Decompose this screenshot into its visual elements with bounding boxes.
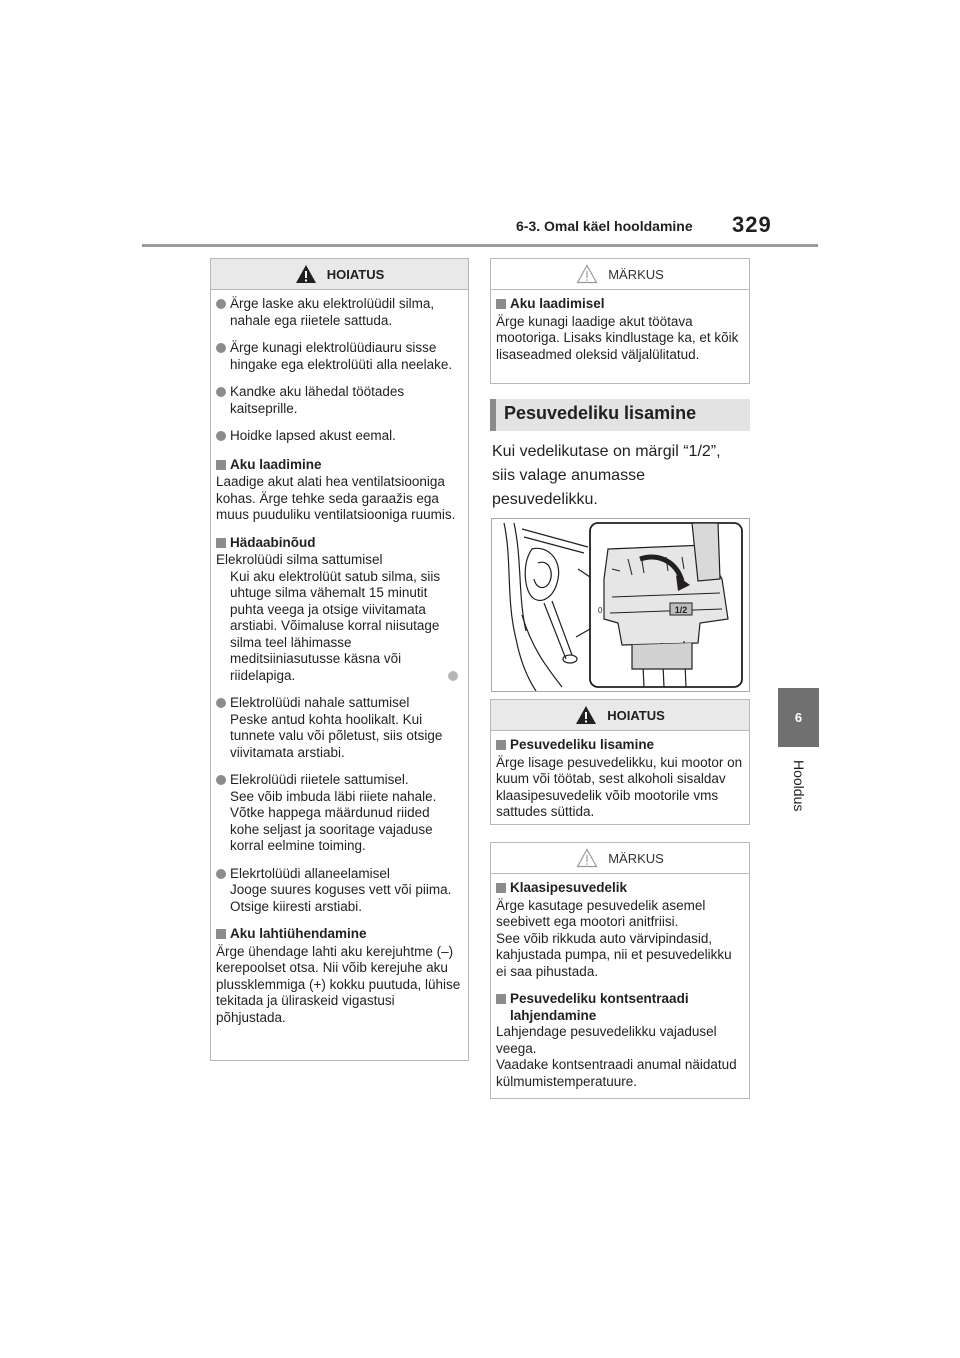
subsection-text: Laadige akut alati hea ventilatsiooniga kohas. Ärge tehke seda garaažis ega muus puuduliku ventilatsiooniga ruumis.: [216, 474, 456, 522]
warning-title: HOIATUS: [326, 266, 385, 282]
engine-bay-drawing: [492, 519, 749, 691]
bullet-text: Elekrtolüüdi allaneelamisel Jooge suures koguses vett või piima. Otsige kiiresti arstiabi.: [230, 865, 452, 914]
header-rule: [142, 244, 818, 247]
square-bullet-icon: [496, 994, 506, 1004]
subsection-text: Elekrolüüdi silma sattumisel: [216, 552, 383, 567]
subsection-text: Ärge lisage pesuvedelikku, kui mootor on kuum või töötab, sest alkoholi sisaldav klaasipesuvedelik võib mootorile vms sattudes süttida.: [496, 754, 743, 819]
bullet-item: [216, 428, 462, 446]
notice-triangle-icon: [576, 264, 598, 284]
subsection-title: Klaasipesuvedelik: [510, 880, 628, 895]
bullet-text: Ärge laske aku elektrolüüdil silma, nahale ega riietele sattuda.: [230, 296, 435, 328]
notice-title: MÄRKUS: [608, 850, 664, 866]
page-number: 329: [732, 212, 772, 237]
subsection-text: Ärge kunagi laadige akut töötava mootoriga. Lisaks kindlustage ka, et kõik lisaseadmed oleksid väljalülitatud.: [496, 313, 739, 362]
subsection-washer-fluid: [496, 880, 743, 980]
bullet-item: [216, 296, 462, 329]
subsection-disconnect: [216, 926, 462, 1026]
notice-box-charging: [490, 258, 750, 384]
section-heading-text: Pesuvedeliku lisamine: [504, 403, 697, 423]
subsection-concentrate: [496, 991, 743, 1090]
warning-box-washer: [490, 699, 750, 825]
subsection-text-indented: Kui aku elektrolüüt satub silma, siis uhtuge silma vähemalt 15 minutit puhta veega ja otsige viivitamata arstiabi. Võimaluse korral niisutage silma teel lähimasse meditsiiniasutusse käsna või riidelapiga.: [230, 568, 441, 683]
intro-paragraph: Kui vedelikutase on märgil “1/2”, siis valage anumasse pesuvedelikku.: [492, 443, 721, 508]
warning-box-header: [211, 259, 468, 290]
bullet-item: [216, 695, 462, 761]
subsection-text: Lahjendage pesuvedelikku vajadusel veega. Vaadake kontsentraadi anumal näidatud külmumistemperatuure.: [496, 1024, 737, 1089]
square-bullet-icon: [496, 299, 506, 309]
bullet-text: Hoidke lapsed akust eemal.: [230, 428, 396, 443]
bullet-text: Elektrolüüdi nahale sattumisel Peske antud kohta hoolikalt. Kui tunnete valu või põletust, siis otsige viivitamata arstiabi.: [230, 695, 443, 760]
square-bullet-icon: [216, 538, 226, 548]
bullet-item: [216, 772, 462, 855]
notice-box-header: [491, 259, 749, 290]
bullet-text: Ärge kunagi elektrolüüdiauru sisse hingake ega elektrolüüti alla neelake.: [230, 340, 453, 372]
continued-dot-icon: [448, 671, 458, 681]
chapter-label-text: Hooldus: [791, 760, 807, 812]
bullet-text: Kandke aku lähedal töötades kaitseprille.: [230, 384, 405, 416]
subsection-title: Aku laadimisel: [510, 296, 605, 311]
notice-title: MÄRKUS: [608, 266, 664, 282]
bullet-dot-icon: [216, 387, 226, 397]
warning-triangle-icon: [295, 264, 317, 284]
subsection-title: Pesuvedeliku kontsentraadi lahjendamine: [510, 991, 689, 1023]
chapter-tab: 6: [778, 688, 819, 747]
section-heading-bar: [490, 399, 496, 431]
bullet-dot-icon: [216, 869, 226, 879]
square-bullet-icon: [496, 740, 506, 750]
bullet-item: [216, 384, 462, 417]
subsection-text: Ärge kasutage pesuvedelik asemel seebivett ega mootori anitfriisi. See võib rikkuda auto värvipindasid, kahjustada pumpa, nii et pesuvedelikku ei saa pihustada.: [496, 897, 732, 979]
bullet-dot-icon: [216, 775, 226, 785]
subsection-emergency: [216, 535, 462, 685]
bullet-dot-icon: [216, 698, 226, 708]
square-bullet-icon: [216, 460, 226, 470]
subsection-title: Hädaabinõud: [230, 534, 316, 550]
bullet-dot-icon: [216, 299, 226, 309]
notice-box-washer-fluid: [490, 842, 750, 1099]
warning-box-header: [491, 700, 749, 731]
warning-box-battery: [210, 258, 469, 1061]
bullet-text: Elekrolüüdi riietele sattumisel. See võib imbuda läbi riiete nahale. Võtke happega määrdunud riided kohe seljast ja sooritage vajaduse korral eelmine toiming.: [230, 772, 437, 853]
bullet-item: [216, 340, 462, 373]
bullet-dot-icon: [216, 343, 226, 353]
subsection-charging: [216, 457, 462, 524]
square-bullet-icon: [216, 929, 226, 939]
warning-title: HOIATUS: [607, 707, 665, 723]
subsection-text: Ärge ühendage lahti aku kerejuhtme (–) kerepoolset otsa. Nii võib kerejuhe aku plussklemmiga (+) kokku puutuda, lühise tekitada ja üliraskeid vigastusi põhjustada.: [216, 943, 461, 1025]
notice-triangle-icon: [576, 848, 598, 868]
subsection-title: Aku lahtiühendamine: [230, 926, 367, 941]
section-heading: [490, 399, 750, 431]
section-title: 6-3. Omal käel hooldamine: [516, 218, 693, 234]
chapter-label: [787, 760, 811, 820]
bullet-item: [216, 866, 462, 916]
warning-triangle-icon: [575, 705, 597, 725]
bullet-dot-icon: [216, 431, 226, 441]
subsection-title: Aku laadimine: [230, 456, 322, 472]
notice-box-header: [491, 843, 749, 874]
subsection-title: Pesuvedeliku lisamine: [510, 737, 655, 752]
square-bullet-icon: [496, 883, 506, 893]
zero-level-mark: 0: [598, 606, 603, 615]
washer-reservoir-illustration: [491, 518, 750, 692]
half-level-mark: 1/2: [674, 605, 688, 615]
